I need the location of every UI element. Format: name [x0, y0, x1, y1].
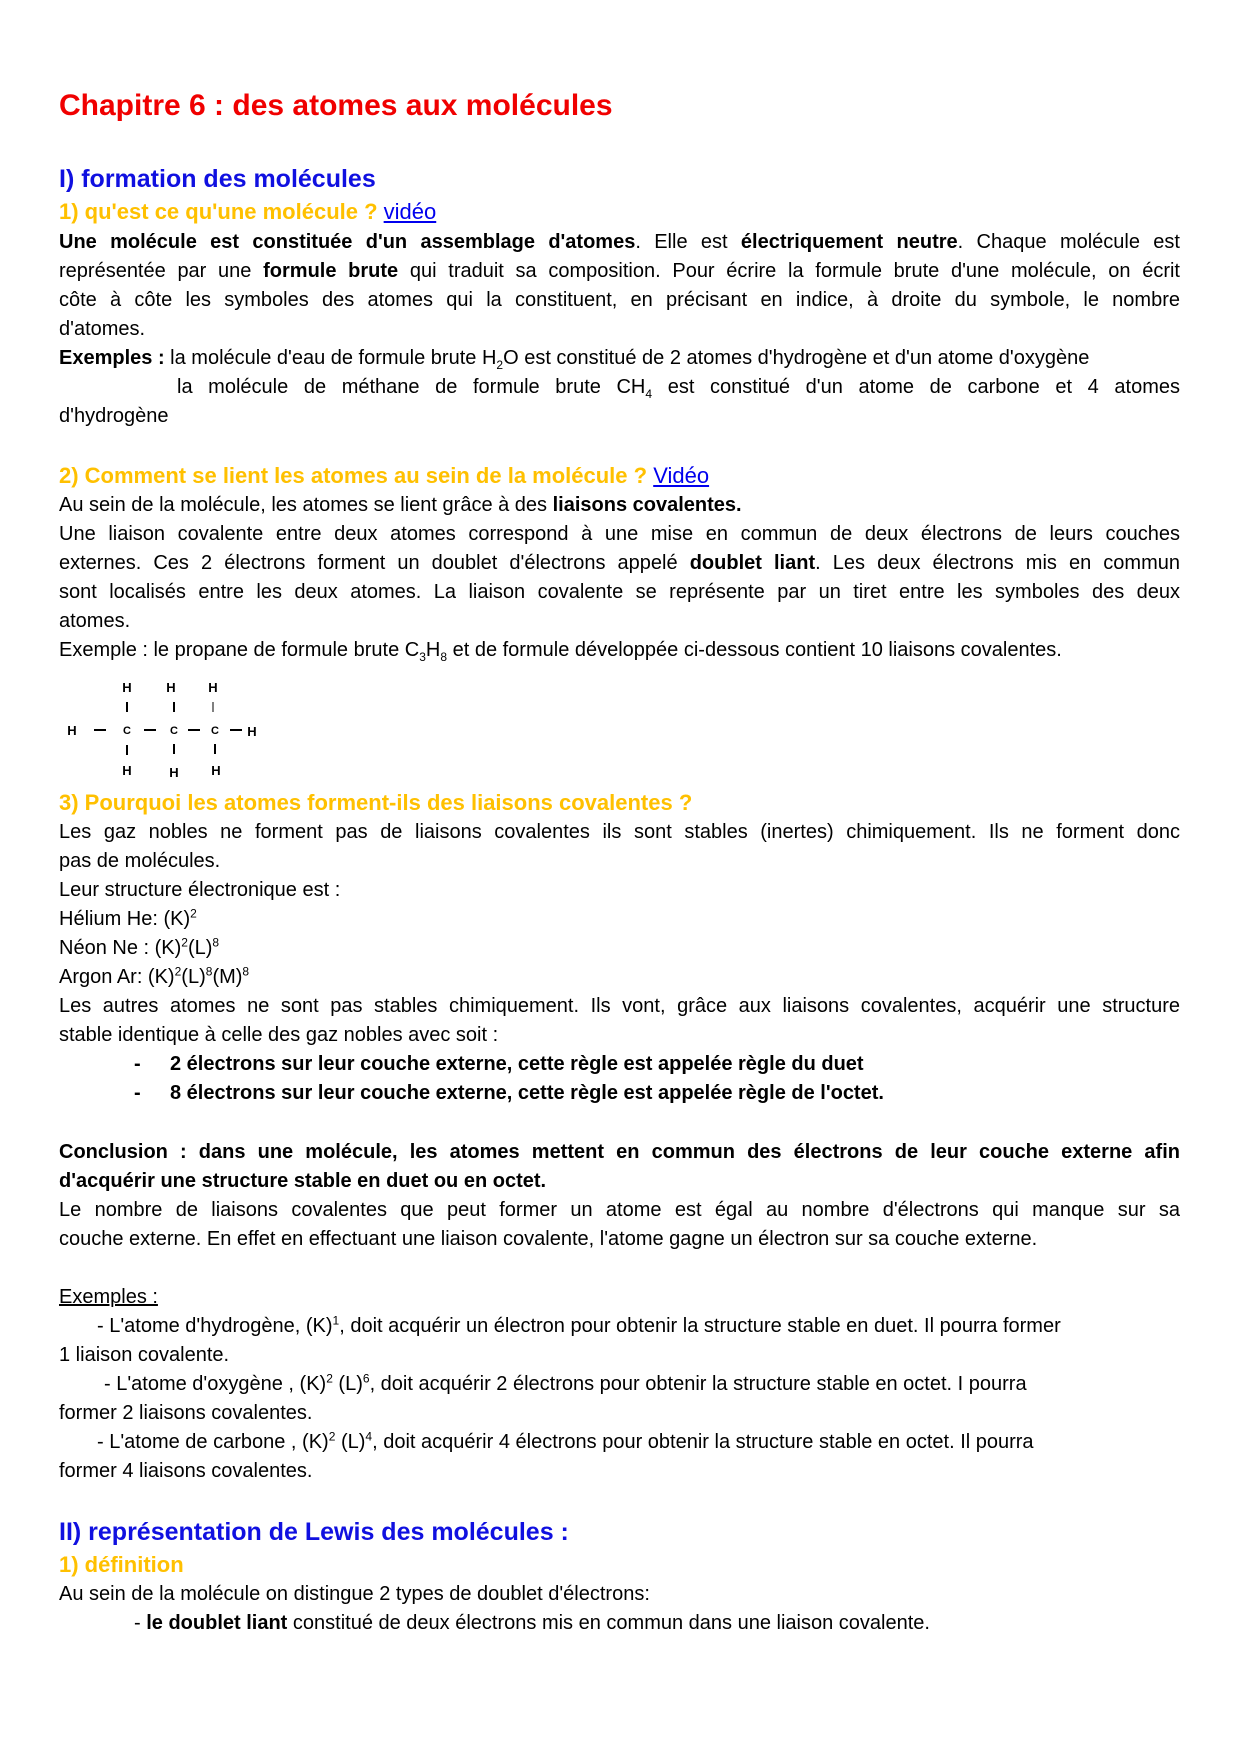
superscript: 4 — [365, 1429, 373, 1444]
text: . Chaque molécule est — [957, 231, 1180, 253]
subscript: 4 — [645, 387, 653, 401]
examples-label: Exemples : — [59, 347, 165, 369]
text: , doit acquérir un électron pour obtenir la structure stable en duet. Il pourra former — [339, 1315, 1061, 1337]
subscript: 3 — [419, 650, 426, 664]
atom-c: C — [123, 725, 131, 737]
propane-structural-formula — [0, 0, 300, 800]
text: Argon Ar: (K) — [59, 966, 175, 988]
atom-c: C — [170, 725, 178, 737]
bold-text: doublet liant — [689, 552, 816, 574]
text: qui traduit sa composition. Pour écrire la formule brute d'une molécule, on écrit — [398, 260, 1180, 282]
text-line: atomes. — [59, 610, 131, 632]
text-line — [59, 1428, 1180, 1457]
text: . Les deux électrons mis en commun — [815, 552, 1180, 574]
atom-c: C — [211, 725, 219, 737]
text-line: d'acquérir une structure stable en duet ou en octet. — [59, 1170, 547, 1192]
atom-h: H — [166, 680, 176, 695]
text: O est constitué de 2 atomes d'hydrogène et d'un atome d'oxygène — [503, 347, 1090, 369]
atom-h: H — [169, 765, 179, 780]
atom-h: H — [211, 763, 221, 778]
superscript: 8 — [205, 964, 213, 979]
text: (L) — [187, 937, 213, 959]
bold-text: formule brute — [263, 260, 399, 282]
text-line: Conclusion : dans une molécule, les atomes mettent en commun des électrons de leur couche externe afin — [59, 1141, 1180, 1163]
subscript: 2 — [496, 358, 504, 372]
text: . Elle est — [635, 231, 741, 253]
bold-text: liaisons covalentes. — [552, 494, 742, 516]
text-line — [59, 934, 1180, 963]
text-line: d'hydrogène — [59, 405, 169, 427]
text: externes. Ces 2 électrons forment un doublet d'électrons appelé — [59, 552, 690, 574]
text: - L'atome d'oxygène , (K) — [104, 1373, 327, 1395]
bold-text: le doublet liant — [146, 1612, 288, 1634]
superscript: 6 — [362, 1371, 370, 1386]
text: Néon Ne : (K) — [59, 937, 182, 959]
text-line: sont localisés entre les deux atomes. La liaison covalente se représente par un tiret entre les symboles des deux — [59, 581, 1180, 603]
section-heading-1: I) formation des molécules — [59, 165, 376, 193]
text: est constitué d'un atome de carbone et 4 atomes — [652, 376, 1181, 398]
text: (L) — [181, 966, 206, 988]
text-line: couche externe. En effet en effectuant une liaison covalente, l'atome gagne un électron sur sa couche externe. — [59, 1228, 1038, 1250]
subheading-label: 2) Comment se lient les atomes au sein de la molécule ? — [59, 463, 654, 488]
text-line: Leur structure électronique est : — [59, 879, 341, 901]
subscript: 8 — [440, 650, 448, 664]
text-line — [59, 1312, 1180, 1341]
bullet-item — [59, 1079, 1180, 1108]
atom-h: H — [122, 680, 132, 695]
text-line: former 2 liaisons covalentes. — [59, 1402, 313, 1424]
text: Exemple : le propane de formule brute C — [59, 639, 420, 661]
text-line: pas de molécules. — [59, 850, 221, 872]
atom-h: H — [67, 723, 77, 738]
superscript: 2 — [190, 906, 197, 921]
text-line: Au sein de la molécule on distingue 2 types de doublet d'électrons: — [59, 1583, 650, 1605]
section-heading-2: II) représentation de Lewis des molécules : — [59, 1518, 569, 1546]
text-line — [59, 1370, 1180, 1399]
examples-title: Exemples : — [59, 1286, 158, 1308]
text: constitué de deux électrons mis en commun dans une liaison covalente. — [287, 1612, 930, 1634]
text-line: Les gaz nobles ne forment pas de liaisons covalentes ils sont stables (inertes) chimiquement. Ils ne forment donc — [59, 821, 1180, 843]
text: - L'atome d'hydrogène, (K) — [97, 1315, 333, 1337]
text-line: Les autres atomes ne sont pas stables chimiquement. Ils vont, grâce aux liaisons covalentes, acquérir une structure — [59, 995, 1180, 1017]
text-line: côte à côte les symboles des atomes qui la constituent, en précisant en indice, à droite du symbole, le nombre — [59, 289, 1180, 311]
superscript: 2 — [174, 964, 182, 979]
superscript: 8 — [242, 964, 250, 979]
text: la molécule de méthane de formule brute CH — [177, 376, 646, 398]
page-title: Chapitre 6 : des atomes aux molécules — [59, 89, 613, 122]
text: - — [134, 1612, 147, 1634]
text: et de formule développée ci-dessous contient 10 liaisons covalentes. — [447, 639, 1062, 661]
subheading-label: 1) qu'est ce qu'une molécule ? — [59, 199, 384, 224]
text-line: 1 liaison covalente. — [59, 1344, 230, 1366]
text-line — [59, 963, 1180, 992]
text: (M) — [212, 966, 243, 988]
text-line: d'atomes. — [59, 318, 146, 340]
superscript: 2 — [328, 1429, 336, 1444]
bullet-item — [59, 1050, 1180, 1079]
text: la molécule d'eau de formule brute H — [164, 347, 497, 369]
atom-h: H — [208, 680, 218, 695]
text-line: former 4 liaisons covalentes. — [59, 1460, 313, 1482]
paragraph-noble-gases — [59, 818, 1180, 1108]
bold-text: Une molécule est constituée d'un assemblage d'atomes — [59, 231, 636, 253]
text-line: Le nombre de liaisons covalentes que peut former un atome est égal au nombre d'électrons qui manque sur sa — [59, 1199, 1180, 1221]
atom-h: H — [247, 724, 257, 739]
text: Hélium He: (K) — [59, 908, 191, 930]
text-line — [59, 905, 1180, 934]
subheading-1-3: 3) Pourquoi les atomes forment-ils des liaisons covalentes ? — [59, 790, 693, 815]
text-line: Une liaison covalente entre deux atomes correspond à une mise en commun de deux électrons de leurs couches — [59, 523, 1180, 545]
video-link[interactable]: Vidéo — [653, 463, 710, 488]
text: (L) — [332, 1373, 363, 1395]
text-line — [59, 1609, 1180, 1638]
text: - L'atome de carbone , (K) — [97, 1431, 329, 1453]
examples — [59, 1283, 1180, 1486]
bullet-marker: - — [134, 1082, 141, 1104]
text: (L) — [335, 1431, 366, 1453]
atom-h: H — [122, 763, 132, 778]
bullet-marker: - — [134, 1053, 141, 1075]
video-link[interactable]: vidéo — [383, 199, 437, 224]
superscript: 2 — [326, 1371, 333, 1386]
superscript: 2 — [181, 935, 188, 950]
text: représentée par une — [59, 260, 264, 282]
text-line: stable identique à celle des gaz nobles avec soit : — [59, 1024, 499, 1046]
text: , doit acquérir 2 électrons pour obtenir la structure stable en octet. I pourra — [369, 1373, 1027, 1395]
superscript: 8 — [212, 935, 220, 950]
conclusion — [59, 1138, 1180, 1254]
bullet-text: 2 électrons sur leur couche externe, cette règle est appelée règle du duet — [170, 1053, 864, 1075]
superscript: 1 — [332, 1313, 340, 1328]
text: , doit acquérir 4 électrons pour obtenir la structure stable en octet. Il pourra — [372, 1431, 1034, 1453]
subheading-2-1: 1) définition — [59, 1552, 184, 1577]
bold-text: électriquement neutre — [740, 231, 958, 253]
text: H — [425, 639, 441, 661]
bullet-text: 8 électrons sur leur couche externe, cette règle est appelée règle de l'octet. — [170, 1082, 884, 1104]
paragraph-lewis — [59, 1580, 1180, 1638]
text: Au sein de la molécule, les atomes se lient grâce à des — [59, 494, 553, 516]
